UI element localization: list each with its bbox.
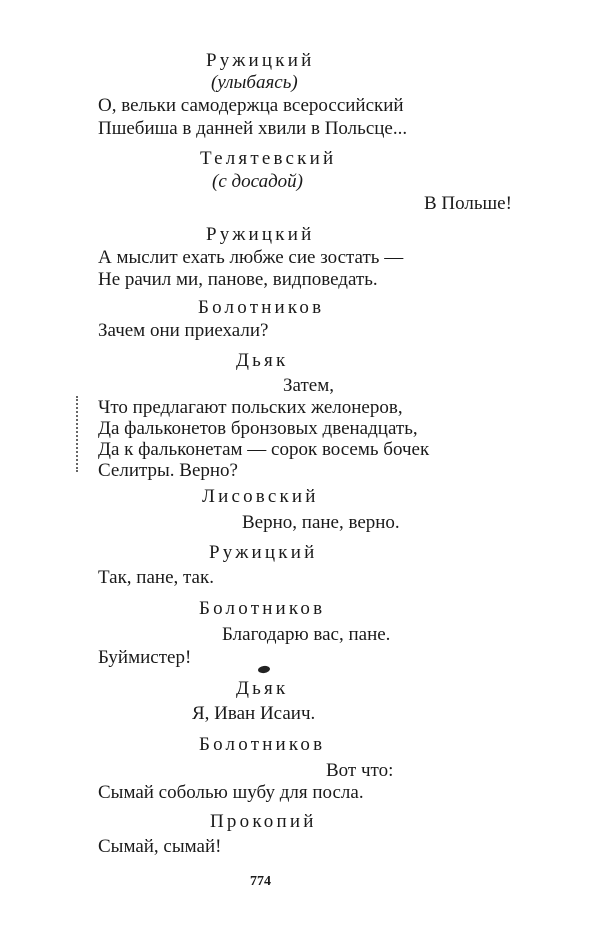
verse-line: Я, Иван Исаич. xyxy=(192,703,316,724)
ink-mark xyxy=(258,665,271,674)
verse-line: А мыслит ехать любже сие зостать — xyxy=(98,247,404,268)
speaker-name: Телятевский xyxy=(200,148,337,169)
verse-line: Вот что: xyxy=(326,760,394,781)
speaker-name: Ружицкий xyxy=(209,542,318,563)
verse-line: Сымай, сымай! xyxy=(98,836,222,857)
stage-direction: (улыбаясь) xyxy=(211,72,298,93)
verse-line: Сымай соболью шубу для посла. xyxy=(98,782,364,803)
verse-line: Благодарю вас, пане. xyxy=(222,624,391,645)
verse-line: Верно, пане, верно. xyxy=(242,512,400,533)
margin-bracket xyxy=(76,396,80,472)
speaker-name: Ружицкий xyxy=(206,224,315,245)
speaker-name: Дьяк xyxy=(236,350,289,371)
verse-line: Что предлагают польских желонеров, xyxy=(98,397,403,418)
verse-line: Пшебиша в данней хвили в Польсце... xyxy=(98,118,408,139)
verse-line: О, вельки самодержца всероссийский xyxy=(98,95,404,116)
verse-line: Так, пане, так. xyxy=(98,567,214,588)
verse-line: Да к фальконетам — сорок восемь бочек xyxy=(98,439,430,460)
verse-line: Затем, xyxy=(283,375,334,396)
page-number: 774 xyxy=(250,874,271,889)
stage-direction: (с досадой) xyxy=(212,171,304,192)
speaker-name: Болотников xyxy=(199,598,326,619)
speaker-name: Болотников xyxy=(199,734,326,755)
speaker-name: Болотников xyxy=(198,297,325,318)
speaker-name: Лисовский xyxy=(202,486,319,507)
verse-line: Да фальконетов бронзовых двенадцать, xyxy=(98,418,418,439)
verse-line: Зачем они приехали? xyxy=(98,320,269,341)
speaker-name: Прокопий xyxy=(210,811,317,832)
verse-line: Селитры. Верно? xyxy=(98,460,238,481)
verse-line: Буймистер! xyxy=(98,647,192,668)
speaker-name: Ружицкий xyxy=(206,50,315,71)
verse-line: В Польше! xyxy=(424,193,512,214)
verse-line: Не рачил ми, панове, видповедать. xyxy=(98,269,378,290)
speaker-name: Дьяк xyxy=(236,678,289,699)
